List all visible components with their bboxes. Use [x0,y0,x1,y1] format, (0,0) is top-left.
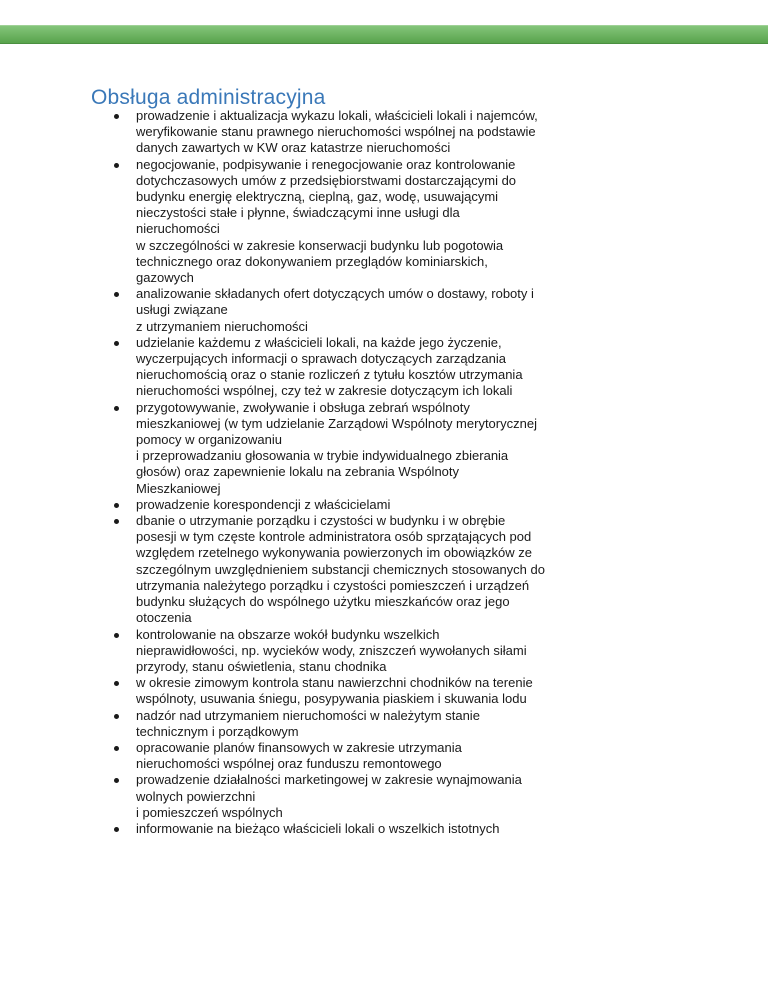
bullet-icon [114,633,119,638]
list-item-line: nieruchomości [136,221,220,237]
list-item-line: budynku służących do wspólnego użytku mieszkańców oraz jego [136,594,510,610]
list-item [0,108,768,157]
list-item-line: i przeprowadzaniu głosowania w trybie indywidualnego zbierania [136,448,509,464]
list-item-line: dbanie o utrzymanie porządku i czystości w budynku i w obrębie [136,513,506,529]
list-item-line: otoczenia [136,610,192,626]
list-item-line: budynku energię elektryczną, cieplną, gaz, wodę, usuwającymi [136,189,499,205]
list-item [0,335,768,400]
list-item-line: dotychczasowych umów z przedsiębiorstwami dostarczającymi do [136,172,517,188]
list-item-line: nieruchomością oraz o stanie rozliczeń z tytułu kosztów utrzymania [136,367,523,383]
list-item [0,400,768,497]
list-item-line: opracowanie planów finansowych w zakresie utrzymania [136,739,462,755]
section-title: Obsługa administracyjna [91,86,326,109]
list-item-line: nieczystości stałe i płynne, świadczącymi inne usługi dla [136,205,460,221]
list-item-line: w okresie zimowym kontrola stanu nawierzchni chodników na terenie [136,675,533,691]
list-item-line: w szczególności w zakresie konserwacji budynku lub pogotowia [136,237,504,253]
list-item-line: przyrody, stanu oświetlenia, stanu chodnika [136,658,387,674]
list-item [0,708,768,740]
list-item-line: analizowanie składanych ofert dotyczących umów o dostawy, roboty i [136,286,534,302]
list-item-line: usługi związane [136,302,228,318]
list-item-line: wyczerpujących informacji o sprawach dotyczących zarządzania [136,351,506,367]
bullet-icon [114,406,119,411]
list-item-line: przygotowywanie, zwoływanie i obsługa zebrań wspólnoty [136,399,470,415]
list-item-line: danych zawartych w KW oraz katastrze nieruchomości [136,140,451,156]
list-item-line: nieruchomości wspólnej oraz funduszu remontowego [136,756,442,772]
list-item-line: gazowych [136,270,194,286]
bullet-icon [114,827,119,832]
list-item-line: technicznym i porządkowym [136,723,299,739]
list-item-line: mieszkaniowej (w tym udzielanie Zarządowi Wspólnoty merytorycznej [136,415,537,431]
list-item [0,497,768,513]
list-item-line: z utrzymaniem nieruchomości [136,318,308,334]
list-item [0,157,768,287]
bullet-icon [114,778,119,783]
list-item [0,675,768,707]
list-item-line: prowadzenie działalności marketingowej w zakresie wynajmowania [136,772,522,788]
list-item-line: kontrolowanie na obszarze wokół budynku wszelkich [136,626,440,642]
list-item-line: posesji w tym częste kontrole administratora osób sprzątających pod [136,529,532,545]
list-item-line: Mieszkaniowej [136,480,221,496]
header-stripe [0,25,768,44]
bullet-icon [114,163,119,168]
bullet-icon [114,681,119,686]
list-item-line: wspólnoty, usuwania śniegu, posypywania piaskiem i skuwania lodu [136,691,527,707]
bullet-list [0,108,768,837]
list-item-line: nadzór nad utrzymaniem nieruchomości w należytym stanie [136,707,480,723]
list-item-line: udzielanie każdemu z właścicieli lokali, na każde jego życzenie, [136,334,502,350]
list-item-line: głosów) oraz zapewnienie lokalu na zebrania Wspólnoty [136,464,460,480]
list-item [0,627,768,676]
list-item-line: technicznego oraz dokonywaniem przeglądów kominiarskich, [136,253,488,269]
bullet-icon [114,114,119,119]
list-item-line: prowadzenie korespondencji z właścicielami [136,496,391,512]
list-item-line: weryfikowanie stanu prawnego nieruchomości wspólnej na podstawie [136,124,536,140]
bullet-icon [114,341,119,346]
list-item [0,286,768,335]
bullet-icon [114,714,119,719]
list-item-line: nieprawidłowości, np. wycieków wody, zniszczeń wywołanych siłami [136,642,527,658]
list-item-line: prowadzenie i aktualizacja wykazu lokali, właścicieli lokali i najemców, [136,108,538,123]
list-item [0,513,768,626]
header-band [0,0,768,44]
bullet-icon [114,746,119,751]
list-item-line: nieruchomości wspólnej, czy też w zakresie dotyczącym ich lokali [136,383,513,399]
list-item [0,821,768,837]
list-item-line: informowanie na bieżąco właścicieli lokali o wszelkich istotnych [136,820,500,836]
list-item-line: i pomieszczeń wspólnych [136,804,283,820]
list-item [0,740,768,772]
list-item-line: utrzymania należytego porządku i czystości pomieszczeń i urządzeń [136,577,530,593]
list-item [0,772,768,821]
bullet-icon [114,503,119,508]
list-item-line: wolnych powierzchni [136,788,256,804]
list-item-line: negocjowanie, podpisywanie i renegocjowanie oraz kontrolowanie [136,156,516,172]
bullet-icon [114,292,119,297]
bullet-icon [114,519,119,524]
list-item-line: szczególnym uwzględnieniem substancji chemicznych stosowanych do [136,561,545,577]
list-item-line: względem rzetelnego wykonywania powierzonych im obowiązków ze [136,545,532,561]
list-item-line: pomocy w organizowaniu [136,432,282,448]
